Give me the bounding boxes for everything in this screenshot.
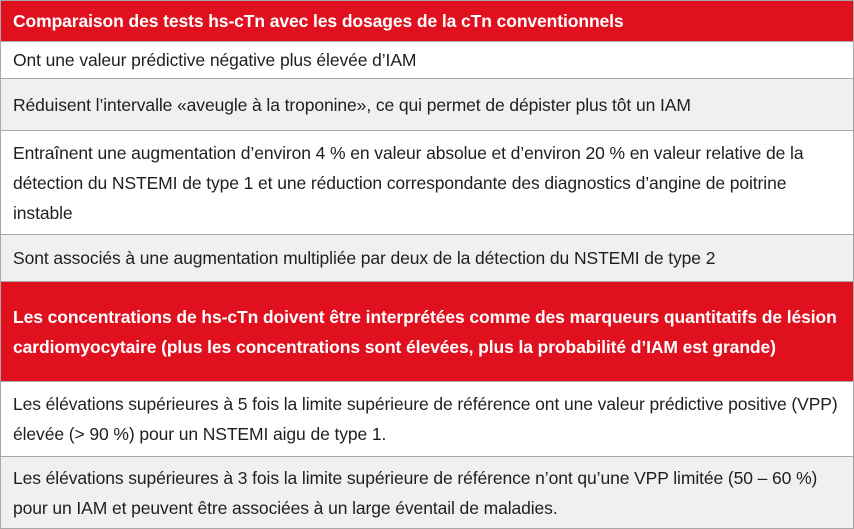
table-row-text: Ont une valeur prédictive négative plus élevée d’IAM xyxy=(13,50,417,70)
table-row xyxy=(1,41,853,78)
table-header-text: Comparaison des tests hs-cTn avec les dosages de la cTn conventionnels xyxy=(13,11,624,31)
table-row-text: Entraînent une augmentation d’environ 4 % en valeur absolue et d’environ 20 % en valeur relative de la détection du NSTEMI de type 1 et une réduction correspondante des diagnostics d’angine de poitrine instable xyxy=(13,142,804,223)
table-row-text: Les élévations supérieures à 3 fois la limite supérieure de référence n’ont qu’une VPP limitée (50 – 60 %) pour un IAM et peuvent être associées à un large éventail de maladies. xyxy=(13,467,818,518)
table-highlight-row xyxy=(1,281,853,381)
table-row xyxy=(1,78,853,130)
table-row xyxy=(1,381,853,456)
table-row-text: Réduisent l’intervalle «aveugle à la troponine», ce qui permet de dépister plus tôt un IAM xyxy=(13,94,691,115)
table-row xyxy=(1,130,853,234)
table-header-row xyxy=(1,1,853,41)
table-row-text: Les élévations supérieures à 5 fois la limite supérieure de référence ont une valeur prédictive positive (VPP) élevée (> 90 %) pour un NSTEMI aigu de type 1. xyxy=(13,394,838,444)
table-row xyxy=(1,234,853,281)
table-row-text: Sont associés à une augmentation multipliée par deux de la détection du NSTEMI de type 2 xyxy=(13,248,716,268)
table-row xyxy=(1,456,853,528)
table-highlight-text: Les concentrations de hs-cTn doivent être interprétées comme des marqueurs quantitatifs de lésion cardiomyocytaire (plus les concentrations sont élevées, plus la probabilité d’IAM est grande) xyxy=(13,306,837,357)
